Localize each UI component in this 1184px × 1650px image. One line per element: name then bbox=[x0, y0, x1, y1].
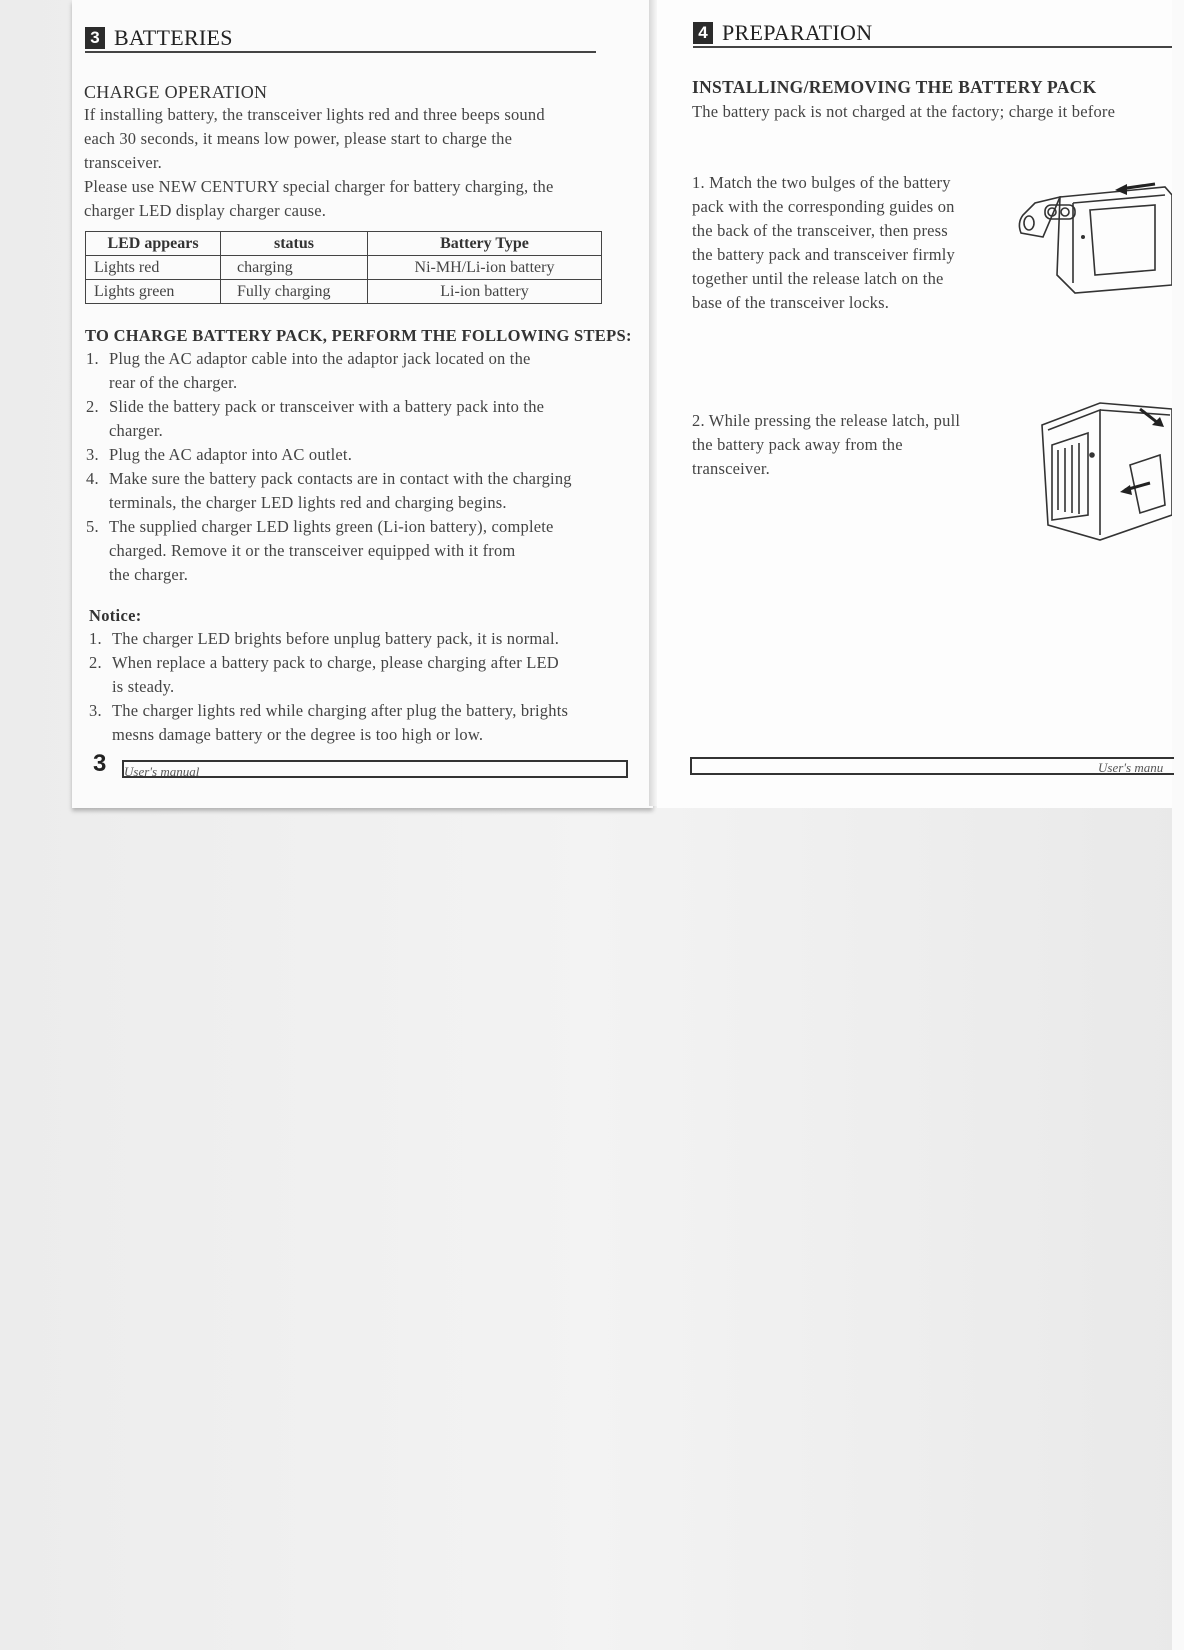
step-line: the battery pack and transceiver firmly bbox=[692, 245, 955, 264]
page-number: 3 bbox=[93, 750, 107, 777]
step-number: 4. bbox=[86, 469, 99, 488]
step-line: terminals, the charger LED lights red and charging begins. bbox=[109, 493, 507, 512]
notice-number: 2. bbox=[89, 653, 102, 672]
step-number: 5. bbox=[86, 517, 99, 536]
step-line: Make sure the battery pack contacts are in contact with the charging bbox=[109, 469, 572, 488]
notice-heading: Notice: bbox=[89, 606, 142, 625]
intro-line: each 30 seconds, it means low power, please start to charge the bbox=[84, 129, 513, 148]
steps-heading: TO CHARGE BATTERY PACK, PERFORM THE FOLLOWING STEPS: bbox=[85, 326, 632, 345]
step-line: Plug the AC adaptor cable into the adaptor jack located on the bbox=[109, 349, 531, 368]
intro-line: Please use NEW CENTURY special charger for battery charging, the bbox=[84, 177, 554, 196]
notice-number: 1. bbox=[89, 629, 102, 648]
table-row bbox=[86, 280, 602, 304]
step-line: Slide the battery pack or transceiver with a battery pack into the bbox=[109, 397, 545, 416]
table-header: status bbox=[221, 232, 368, 256]
step-text bbox=[109, 515, 554, 587]
step-number: 3. bbox=[86, 445, 99, 464]
step-line: 1. Match the two bulges of the battery bbox=[692, 173, 951, 192]
step-line: pack with the corresponding guides on bbox=[692, 197, 955, 216]
charge-operation-heading: CHARGE OPERATION bbox=[84, 82, 268, 102]
battery-remove-illustration-icon bbox=[1030, 395, 1172, 545]
table-cell: Fully charging bbox=[221, 280, 368, 304]
header-rule bbox=[85, 51, 596, 53]
step-line: the battery pack away from the bbox=[692, 435, 903, 454]
notice-line: mesns damage battery or the degree is too high or low. bbox=[112, 725, 484, 744]
battery-attach-illustration-icon bbox=[1015, 175, 1172, 305]
notice-text bbox=[112, 651, 559, 699]
section-number: 3 bbox=[85, 27, 105, 49]
table-row bbox=[86, 256, 602, 280]
notice-line: When replace a battery pack to charge, please charging after LED bbox=[112, 653, 559, 672]
header-rule bbox=[693, 46, 1172, 48]
install-step-2 bbox=[692, 409, 988, 481]
step-line: 2. While pressing the release latch, pull bbox=[692, 411, 961, 430]
step-line: charger. bbox=[109, 421, 163, 440]
intro-line: transceiver. bbox=[84, 153, 162, 172]
table-cell: charging bbox=[221, 256, 368, 280]
table-header: LED appears bbox=[86, 232, 221, 256]
table-cell: Li-ion battery bbox=[368, 280, 602, 304]
install-step-1 bbox=[692, 171, 988, 315]
notice-line: is steady. bbox=[112, 677, 175, 696]
notice-line: The charger lights red while charging after plug the battery, brights bbox=[112, 701, 569, 720]
step-text bbox=[109, 467, 572, 515]
footer-manual-label: User's manual bbox=[124, 764, 200, 779]
step-text bbox=[109, 347, 531, 395]
step-line: Plug the AC adaptor into AC outlet. bbox=[109, 445, 353, 464]
install-intro: The battery pack is not charged at the factory; charge it before bbox=[692, 102, 1116, 121]
step-line: transceiver. bbox=[692, 459, 770, 478]
notice-number: 3. bbox=[89, 701, 102, 720]
step-line: the charger. bbox=[109, 565, 189, 584]
section-number: 4 bbox=[693, 22, 713, 44]
intro-line: If installing battery, the transceiver lights red and three beeps sound bbox=[84, 105, 545, 124]
section-header-batteries bbox=[85, 25, 233, 51]
install-heading: INSTALLING/REMOVING THE BATTERY PACK bbox=[692, 77, 1097, 97]
step-line: base of the transceiver locks. bbox=[692, 293, 890, 312]
step-number: 2. bbox=[86, 397, 99, 416]
step-number: 1. bbox=[86, 349, 99, 368]
table-header: Battery Type bbox=[368, 232, 602, 256]
step-text bbox=[109, 395, 544, 443]
intro-line: charger LED display charger cause. bbox=[84, 201, 327, 220]
scan-edge bbox=[1172, 0, 1184, 1650]
notice-line: The charger LED brights before unplug battery pack, it is normal. bbox=[112, 629, 560, 648]
footer-manual-label-right: User's manu bbox=[1098, 760, 1164, 775]
step-line: charged. Remove it or the transceiver equipped with it from bbox=[109, 541, 516, 560]
notice-text bbox=[112, 699, 568, 747]
section-header-preparation bbox=[693, 20, 872, 46]
section-title: PREPARATION bbox=[722, 20, 873, 45]
table-cell: Lights red bbox=[86, 256, 221, 280]
step-line: The supplied charger LED lights green (Li-ion battery), complete bbox=[109, 517, 554, 536]
table-cell: Lights green bbox=[86, 280, 221, 304]
section-title: BATTERIES bbox=[114, 25, 233, 50]
charge-intro-paragraph bbox=[84, 103, 600, 223]
table-cell: Ni-MH/Li-ion battery bbox=[368, 256, 602, 280]
step-line: the back of the transceiver, then press bbox=[692, 221, 948, 240]
led-status-table bbox=[85, 231, 602, 304]
step-text bbox=[109, 443, 352, 467]
table-header-row bbox=[86, 232, 602, 256]
step-line: rear of the charger. bbox=[109, 373, 238, 392]
notice-text bbox=[112, 627, 559, 651]
step-line: together until the release latch on the bbox=[692, 269, 944, 288]
